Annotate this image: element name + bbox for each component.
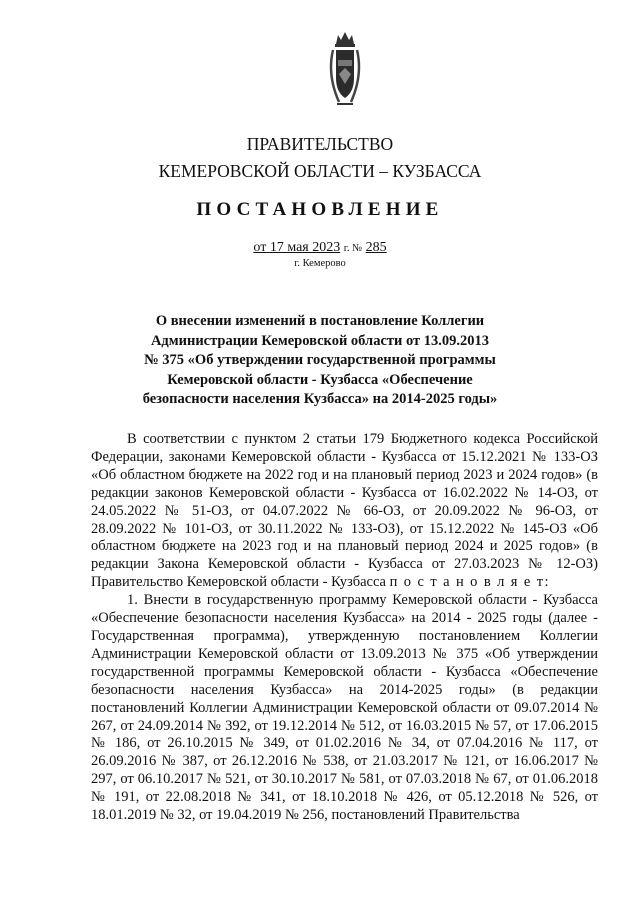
number-label: г. №: [343, 243, 363, 254]
date-prefix: от: [253, 240, 267, 255]
subject-line: безопасности населения Кузбасса» на 2014-2025 годы»: [142, 391, 498, 407]
gov-line-2: КЕМЕРОВСКОЙ ОБЛАСТИ – КУЗБАССА: [158, 161, 482, 181]
document-body: [91, 431, 598, 825]
body-paragraph-1: [91, 431, 598, 592]
subject-line: Администрации Кемеровской области от 13.09.2013: [150, 332, 490, 349]
resolves-verb: п о с т а н о в л я е т:: [389, 574, 550, 591]
subject-line: № 375 «Об утверждении государственной программы: [144, 352, 496, 368]
coat-of-arms-emblem-icon: [327, 30, 363, 106]
body-paragraph-2: 1. Внести в государственную программу Кемеровской области - Кузбасса «Обеспечение безопасности населения Кузбасса» на 2014 - 2025 годы (далее - Государственная программа), утвержденную постановлением Коллегии Администрации Кемеровской области от 13.09.2013 № 375 «Об утверждении государственной программы Кемеровской области - Кузбасса «Обеспечение безопасности населения Кузбасса» на 2014-2025 годы» (в редакции постановлений Коллегии Администрации Кемеровской области от 09.07.2014 № 267, от 24.09.2014 № 392, от 19.12.2014 № 512, от 16.03.2015 № 57, от 17.06.2015 № 186, от 26.10.2015 № 349, от 01.02.2016 № 34, от 07.04.2016 № 117, от 26.09.2016 № 387, от 26.12.2016 № 538, от 21.03.2017 № 121, от 16.06.2017 № 297, от 06.10.2017 № 521, от 30.10.2017 № 581, от 07.03.2018 № 67, от 01.06.2018 № 191, от 22.08.2018 № 341, от 18.10.2018 № 426, от 05.12.2018 № 526, от 18.01.2019 № 32, от 19.04.2019 № 256, постановлений Правительства: [91, 592, 598, 824]
subject-line: О внесении изменений в постановление Коллегии: [155, 313, 485, 329]
subject-line: Кемеровской области - Кузбасса «Обеспечение: [167, 371, 473, 388]
government-name: [0, 131, 640, 185]
date-number-line: [0, 240, 640, 256]
document-date: 17 мая 2023: [269, 240, 341, 255]
document-type-title: ПОСТАНОВЛЕНИЕ: [196, 199, 444, 220]
preamble-text: В соответствии с пунктом 2 статьи 179 Бюджетного кодекса Российской Федерации, законами Кемеровской области - Кузбасса от 15.12.2021 № 133-ОЗ «Об областном бюджете на 2022 год и на плановый период 2023 и 2024 годов» (в редакции законов Кемеровской области - Кузбасса от 16.02.2022 № 14-ОЗ, от 24.05.2022 № 51-ОЗ, от 04.07.2022 № 66-ОЗ, от 20.09.2022 № 96-ОЗ, от 28.09.2022 № 101-ОЗ, от 30.11.2022 № 133-ОЗ), от 15.12.2022 № 145-ОЗ «Об областном бюджете на 2023 год и на плановый период 2024 и 2025 годов» (в редакции Закона Кемеровской области - Кузбасса от 27.03.2023 № 12-ОЗ) Правительство Кемеровской области - Кузбасса: [91, 431, 598, 591]
document-subject: [0, 312, 640, 410]
gov-line-1: ПРАВИТЕЛЬСТВО: [246, 134, 394, 154]
city-name: г. Кемерово: [294, 258, 346, 269]
document-number: 285: [365, 240, 387, 255]
